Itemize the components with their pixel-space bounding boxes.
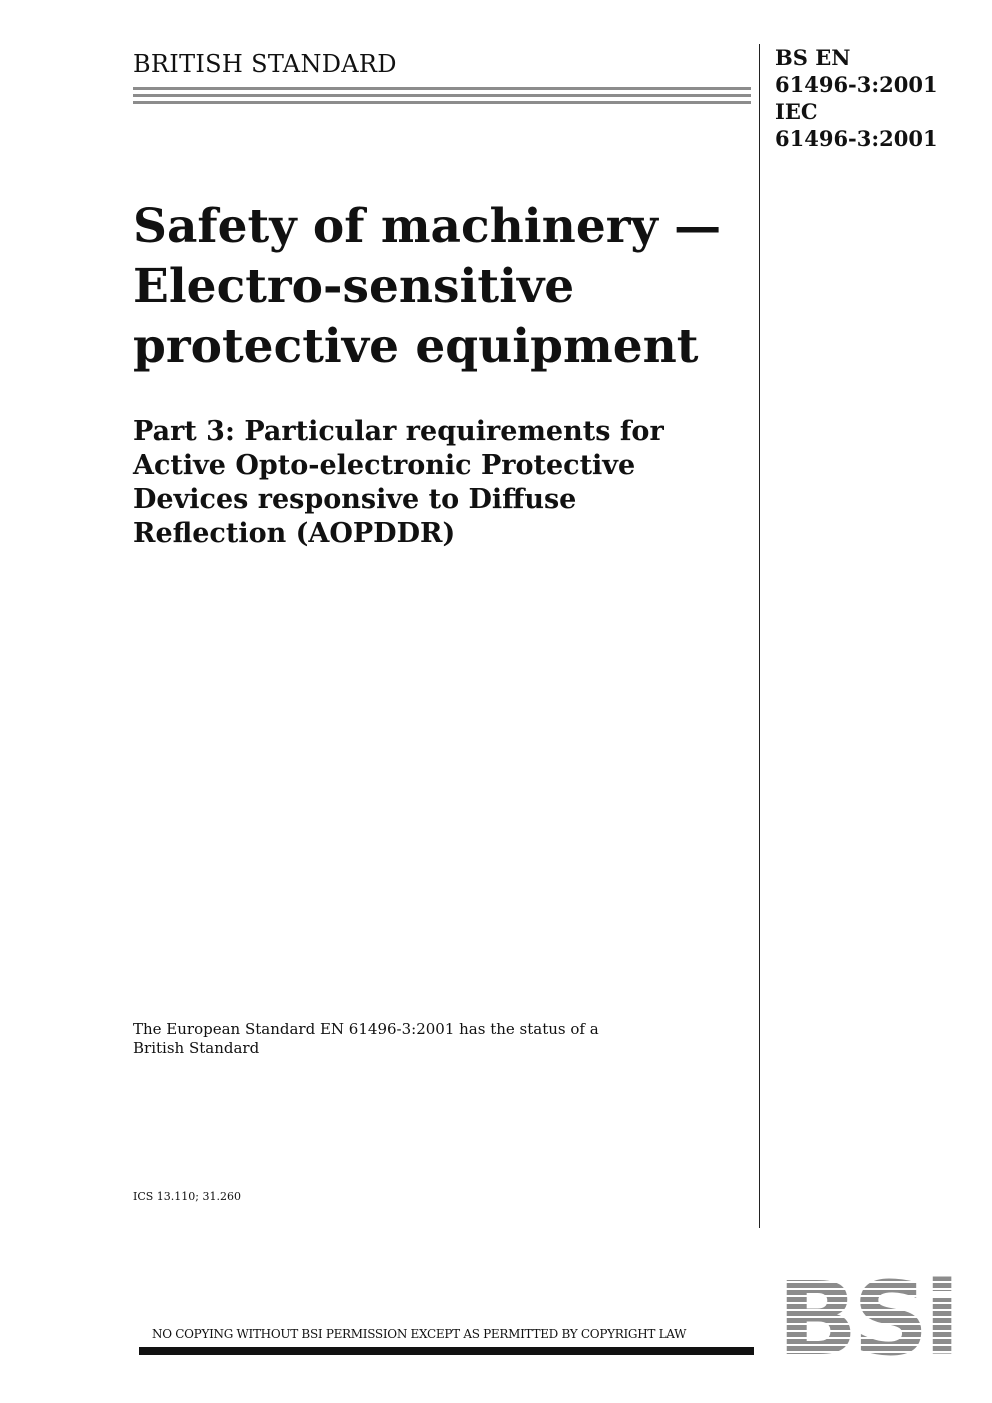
column-divider xyxy=(759,44,760,1228)
status-note xyxy=(133,1020,599,1058)
header-rule xyxy=(133,101,751,104)
designation-line: IEC xyxy=(775,99,818,124)
main-title xyxy=(133,197,753,377)
status-note-line: British Standard xyxy=(133,1039,260,1057)
subtitle-line: Active Opto-electronic Protective xyxy=(133,450,636,481)
main-title-line: Safety of machinery — xyxy=(133,199,722,254)
subtitle-line: Reflection (AOPDDR) xyxy=(133,518,456,549)
designation-line: BS EN xyxy=(775,45,851,70)
copyright-notice: NO COPYING WITHOUT BSI PERMISSION EXCEPT AS PERMITTED BY COPYRIGHT LAW xyxy=(152,1327,687,1341)
standard-designation xyxy=(775,44,938,152)
ics-code: ICS 13.110; 31.260 xyxy=(133,1190,241,1203)
status-note-line: The European Standard EN 61496-3:2001 has the status of a xyxy=(133,1020,599,1038)
footer-rule xyxy=(139,1347,754,1355)
main-title-line: Electro-sensitive xyxy=(133,259,575,314)
standard-type-label: BRITISH STANDARD xyxy=(133,50,397,78)
header-rule xyxy=(133,94,751,97)
subtitle-line: Devices responsive to Diffuse xyxy=(133,484,577,515)
designation-line: 61496-3:2001 xyxy=(775,126,938,151)
bsi-logo-text: BSi xyxy=(777,1276,955,1358)
header-rule-group xyxy=(133,87,751,104)
header-rule xyxy=(133,87,751,90)
main-title-line: protective equipment xyxy=(133,319,699,374)
designation-line: 61496-3:2001 xyxy=(775,72,938,97)
part-subtitle xyxy=(133,415,753,551)
bsi-logo xyxy=(777,1276,955,1358)
subtitle-line: Part 3: Particular requirements for xyxy=(133,416,664,447)
